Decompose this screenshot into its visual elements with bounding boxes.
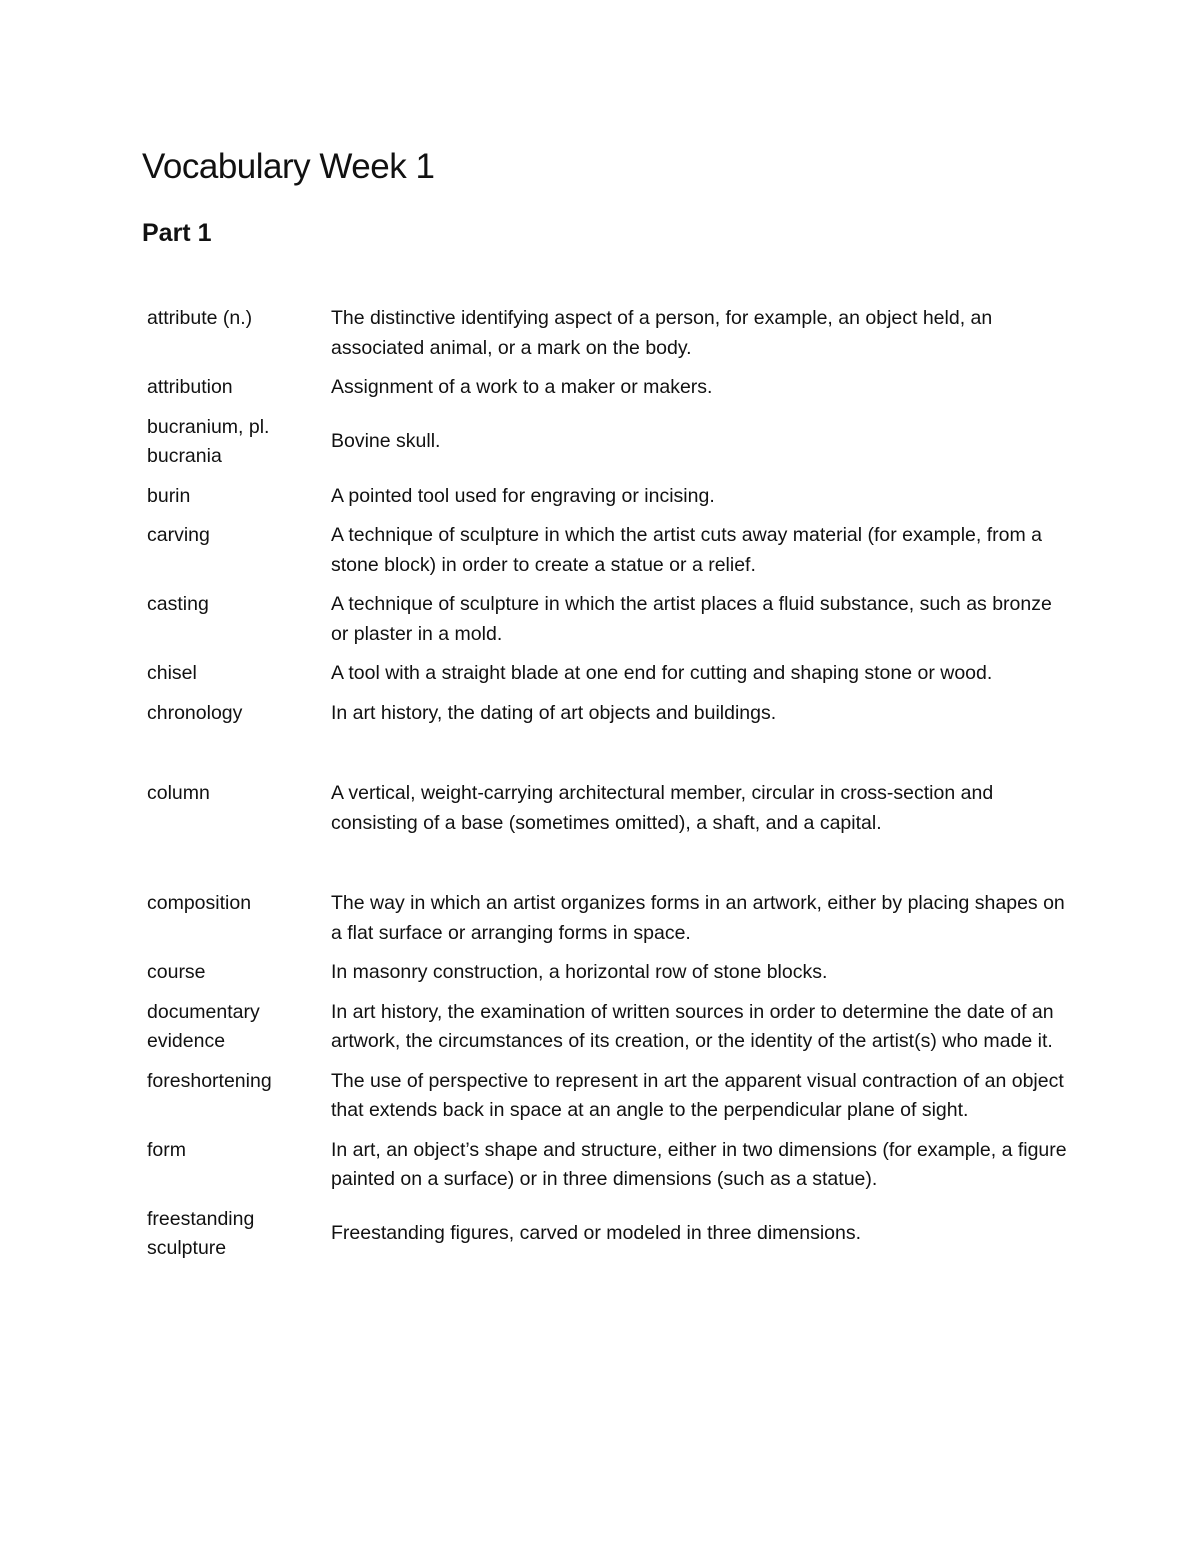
- term-cell: carving: [147, 524, 210, 546]
- table-row: [147, 958, 1067, 998]
- table-row: [147, 590, 1067, 659]
- term-cell: chronology: [147, 701, 243, 724]
- table-row: [147, 304, 1067, 373]
- term-cell: freestanding sculpture: [147, 1207, 255, 1259]
- term-cell: attribute (n.): [147, 307, 253, 329]
- definition-cell: A vertical, weight-carrying architectural member, circular in cross-section and consisting of a base (sometimes omitted), a shaft, and a capital.: [331, 782, 994, 834]
- definition-cell: A tool with a straight blade at one end for cutting and shaping stone or wood.: [331, 662, 993, 684]
- term-cell: burin: [147, 484, 191, 507]
- definition-cell: In art history, the dating of art objects and buildings.: [331, 701, 777, 724]
- table-row: [147, 1205, 1067, 1274]
- definition-cell: Assignment of a work to a maker or makers.: [331, 376, 713, 398]
- table-row: [147, 889, 1067, 958]
- table-row: [147, 659, 1067, 699]
- table-row: [147, 779, 1067, 889]
- term-cell: form: [147, 1138, 186, 1161]
- definition-cell: The way in which an artist organizes forms in an artwork, either by placing shapes on a flat surface or arranging forms in space.: [331, 892, 1065, 944]
- definition-cell: In art, an object’s shape and structure, either in two dimensions (for example, a figure painted on a surface) or in three dimensions (such as a statue).: [331, 1138, 1067, 1190]
- definition-cell: The distinctive identifying aspect of a person, for example, an object held, an associated animal, or a mark on the body.: [331, 307, 993, 359]
- definition-cell: A technique of sculpture in which the artist cuts away material (for example, from a stone block) in order to create a statue or a relief.: [331, 524, 1042, 576]
- table-row: [147, 699, 1067, 780]
- table-row: [147, 998, 1067, 1067]
- table-row: [147, 373, 1067, 413]
- definition-cell: Freestanding figures, carved or modeled in three dimensions.: [331, 1222, 862, 1245]
- term-cell: bucranium, pl. bucrania: [147, 415, 270, 467]
- term-cell: course: [147, 961, 206, 983]
- term-cell: column: [147, 782, 210, 804]
- term-cell: foreshortening: [147, 1069, 272, 1092]
- definition-cell: A pointed tool used for engraving or incising.: [331, 484, 715, 507]
- term-cell: composition: [147, 892, 252, 914]
- table-row: [147, 413, 1067, 482]
- vocabulary-table: [147, 304, 1067, 1274]
- term-cell: attribution: [147, 376, 233, 398]
- table-row: [147, 1067, 1067, 1136]
- definition-cell: Bovine skull.: [331, 430, 441, 453]
- section-heading: Part 1: [142, 219, 212, 247]
- definition-cell: A technique of sculpture in which the artist places a fluid substance, such as bronze or plaster in a mold.: [331, 593, 1052, 645]
- term-cell: casting: [147, 593, 209, 615]
- term-cell: chisel: [147, 662, 197, 684]
- table-row: [147, 1136, 1067, 1205]
- definition-cell: In masonry construction, a horizontal row of stone blocks.: [331, 961, 828, 983]
- definition-cell: The use of perspective to represent in art the apparent visual contraction of an object that extends back in space at an angle to the perpendicular plane of sight.: [331, 1069, 1064, 1121]
- table-row: [147, 482, 1067, 522]
- table-row: [147, 521, 1067, 590]
- definition-cell: In art history, the examination of written sources in order to determine the date of an artwork, the circumstances of its creation, or the identity of the artist(s) who made it.: [331, 1000, 1054, 1052]
- page-title: Vocabulary Week 1: [142, 147, 435, 186]
- term-cell: documentary evidence: [147, 1000, 260, 1052]
